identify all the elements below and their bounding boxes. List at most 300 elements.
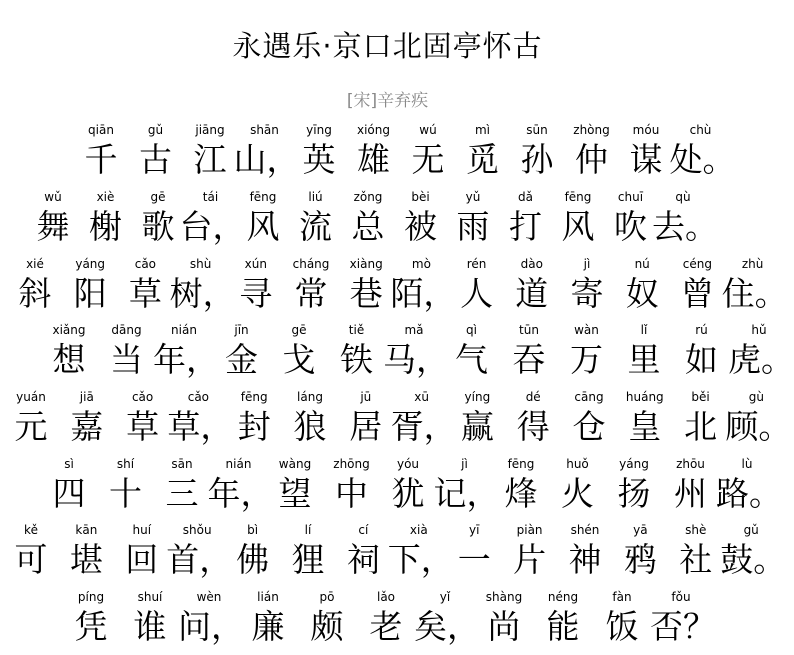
poem-char: [716, 456, 782, 516]
hanzi: 寄: [570, 274, 604, 313]
hanzi: 社: [679, 540, 713, 579]
pinyin: shān: [250, 123, 279, 137]
pinyin: shè: [685, 523, 707, 537]
poem-char: [473, 589, 535, 649]
hanzi: 顾。: [725, 407, 792, 446]
hanzi: 老: [369, 607, 403, 646]
hanzi: 北: [684, 407, 718, 446]
poem-char: [296, 589, 358, 649]
hanzi: 巷: [349, 274, 383, 313]
hanzi: 片: [513, 540, 547, 579]
hanzi: 能: [546, 607, 580, 646]
poem-char: [4, 256, 66, 316]
pinyin: jīn: [234, 323, 249, 337]
poem-char: [613, 322, 675, 382]
pinyin: lǎo: [376, 590, 396, 604]
poem-line: [0, 456, 782, 516]
poem-char: [277, 522, 339, 582]
pinyin: xún: [244, 257, 267, 271]
poem-char: [59, 256, 121, 316]
poem-char: [499, 522, 561, 582]
hanzi: 下，: [387, 540, 454, 579]
pinyin: jū: [360, 390, 372, 404]
pinyin: rú: [695, 323, 708, 337]
pinyin: liú: [308, 190, 323, 204]
pinyin: jiā: [79, 390, 94, 404]
hanzi: 饭: [605, 607, 639, 646]
pinyin: yǐ: [439, 590, 451, 604]
pinyin: nián: [225, 457, 252, 471]
poem-char: [326, 322, 388, 382]
pinyin: piàn: [516, 523, 543, 537]
pinyin: shí: [116, 457, 135, 471]
hanzi: 火: [561, 474, 594, 513]
pinyin: mò: [411, 257, 431, 271]
hanzi: 记，: [433, 474, 500, 513]
hanzi: 斜: [18, 274, 52, 313]
poem-char: [332, 522, 394, 582]
pinyin: nián: [171, 323, 197, 337]
poem-char: [264, 456, 326, 516]
poem-char: [720, 522, 787, 582]
pinyin: běi: [691, 390, 710, 404]
pinyin: cǎo: [134, 257, 157, 271]
poem-char: [446, 256, 508, 316]
pinyin: lián: [257, 590, 279, 604]
poem-char: [343, 122, 405, 182]
pinyin: yīng: [306, 123, 332, 137]
hanzi: 凭: [74, 607, 108, 646]
pinyin: shén: [570, 523, 600, 537]
hanzi: 陌，: [390, 274, 457, 313]
hanzi: 台，: [179, 207, 246, 246]
poem-char: [591, 589, 653, 649]
pinyin: xiè: [96, 190, 115, 204]
pinyin: wèn: [196, 590, 222, 604]
poem-char: [614, 389, 676, 449]
poem-char: [390, 389, 457, 449]
pinyin: yíng: [464, 390, 491, 404]
hanzi: 觅: [466, 140, 499, 179]
hanzi: 可: [14, 540, 48, 579]
poem-char: [112, 389, 174, 449]
pinyin: qì: [466, 323, 477, 337]
hanzi: 烽: [504, 474, 538, 513]
poem-char: [38, 456, 100, 516]
poem-char: [490, 456, 552, 516]
hanzi: 矣，: [414, 607, 480, 646]
poem-char: [397, 122, 459, 182]
hanzi: 如: [685, 340, 718, 379]
poem-char: [669, 122, 736, 182]
pinyin: gē: [150, 190, 166, 204]
hanzi: 元: [14, 407, 48, 446]
pinyin: sì: [64, 457, 74, 471]
hanzi: 寻: [239, 274, 273, 313]
poem-char: [561, 122, 623, 182]
hanzi: 里: [627, 340, 661, 379]
pinyin: dào: [520, 257, 543, 271]
hanzi: 狸: [291, 540, 325, 579]
hanzi: 道: [515, 274, 549, 313]
pinyin: qù: [675, 190, 691, 204]
poem-char: [237, 589, 299, 649]
poem-char: [498, 322, 560, 382]
pinyin: zhòng: [573, 123, 610, 137]
poem-char: [119, 589, 181, 649]
pinyin: mì: [474, 123, 491, 137]
poem-line: [0, 322, 794, 382]
hanzi: 仓: [572, 407, 606, 446]
poem-char: [179, 122, 241, 182]
hanzi: 打: [509, 207, 542, 246]
hanzi: 榭: [89, 207, 122, 246]
poem-char: [443, 522, 505, 582]
pinyin: lǐ: [640, 323, 648, 337]
poem-char: [0, 389, 62, 449]
pinyin: yáng: [75, 257, 106, 271]
poem-char: [652, 189, 718, 249]
pinyin: móu: [632, 123, 660, 137]
hanzi: 风: [561, 207, 595, 246]
hanzi: 处。: [669, 140, 736, 179]
hanzi: 居: [349, 407, 383, 446]
hanzi: 州: [674, 474, 707, 513]
pinyin: chuī: [617, 190, 644, 204]
hanzi: 年，: [207, 474, 274, 513]
pinyin: yǔ: [465, 190, 481, 204]
poem-char: [211, 322, 273, 382]
pinyin: fàn: [612, 590, 632, 604]
hanzi: 无: [411, 140, 445, 179]
hanzi: 封: [237, 407, 271, 446]
hanzi: 舞: [36, 207, 70, 246]
pinyin: nú: [634, 257, 650, 271]
hanzi: 四: [52, 474, 86, 513]
hanzi: 万: [570, 340, 603, 379]
pinyin: yóu: [396, 457, 420, 471]
poem-char: [728, 322, 794, 382]
hanzi: 英: [302, 140, 336, 179]
hanzi: 人: [460, 274, 494, 313]
pinyin: fēng: [249, 190, 277, 204]
poem-char: [233, 122, 300, 182]
pinyin: gǔ: [743, 523, 759, 537]
poem-char: [60, 589, 122, 649]
hanzi: 望: [278, 474, 312, 513]
hanzi: 风: [246, 207, 280, 246]
hanzi: 犹: [391, 474, 425, 513]
poem-char: [38, 322, 100, 382]
hanzi: 嘉: [70, 407, 104, 446]
pinyin: huáng: [625, 390, 664, 404]
poem-char: [321, 456, 383, 516]
poem-char: [446, 389, 508, 449]
poem-char: [609, 522, 671, 582]
hanzi: 山，: [233, 140, 300, 179]
hanzi: 千: [84, 140, 118, 179]
poem-char: [166, 522, 233, 582]
pinyin: xià: [409, 523, 428, 537]
hanzi: 颇: [310, 607, 344, 646]
hanzi: 路。: [716, 474, 782, 513]
pinyin: shǒu: [182, 523, 212, 537]
hanzi: 流: [299, 207, 332, 246]
pinyin: kān: [75, 523, 98, 537]
pinyin: píng: [77, 590, 105, 604]
poem-char: [377, 456, 439, 516]
pinyin: jì: [583, 257, 591, 271]
pinyin: zǒng: [353, 190, 383, 204]
poem-line: [0, 122, 775, 182]
poem-char: [671, 322, 733, 382]
pinyin: yā: [633, 523, 648, 537]
hanzi: 扬: [617, 474, 651, 513]
pinyin: lí: [304, 523, 312, 537]
pinyin: láng: [297, 390, 323, 404]
hanzi: 胥，: [390, 407, 457, 446]
poem-char: [96, 322, 158, 382]
pinyin: dǎ: [518, 190, 533, 204]
pinyin: wàng: [278, 457, 312, 471]
poem-char: [556, 322, 618, 382]
pinyin: kě: [24, 523, 38, 537]
poem-char: [114, 256, 176, 316]
poem-char: [532, 589, 594, 649]
hanzi: 赢: [460, 407, 494, 446]
hanzi: 常: [294, 274, 328, 313]
hanzi: 吞: [512, 340, 546, 379]
poem-char: [280, 256, 342, 316]
poem-char: [125, 122, 187, 182]
hanzi: 得: [516, 407, 550, 446]
pinyin: qiān: [88, 123, 114, 137]
hanzi: 想: [52, 340, 86, 379]
poem-char: [611, 256, 673, 316]
poem-line: [0, 522, 787, 582]
poem-char: [390, 256, 457, 316]
hanzi: 堪: [69, 540, 103, 579]
poem-char: [650, 589, 716, 649]
poem-author: [宋]辛弃疾: [346, 91, 429, 111]
pinyin: zhōu: [676, 457, 705, 471]
pinyin: xiǎng: [52, 323, 86, 337]
pinyin: sān: [171, 457, 193, 471]
poem-char: [558, 389, 620, 449]
poem-char: [387, 522, 454, 582]
hanzi: 金: [225, 340, 258, 379]
poem-char: [452, 122, 514, 182]
pinyin: fēng: [564, 190, 592, 204]
pinyin: xié: [26, 257, 44, 271]
hanzi: 神: [568, 540, 602, 579]
pinyin: tái: [202, 190, 219, 204]
pinyin: jì: [461, 457, 468, 471]
poem-char: [288, 122, 350, 182]
poem-char: [615, 122, 677, 182]
hanzi: 吹: [614, 207, 647, 246]
poem-char: [660, 456, 722, 516]
hanzi: 十: [109, 474, 142, 513]
hanzi: 雄: [357, 140, 390, 179]
hanzi: 曾: [680, 274, 714, 313]
hanzi: 谁: [133, 607, 167, 646]
poem-char: [335, 389, 397, 449]
hanzi: 鸦: [623, 540, 657, 579]
hanzi: 鼓。: [720, 540, 787, 579]
pinyin: cāng: [574, 390, 604, 404]
pinyin: shuí: [137, 590, 163, 604]
hanzi: 回: [125, 540, 159, 579]
poem-char: [501, 256, 563, 316]
poem-char: [169, 256, 236, 316]
poem-char: [111, 522, 173, 582]
poem-char: [153, 322, 219, 382]
pinyin: cǎo: [187, 390, 210, 404]
poem-char: [383, 322, 449, 382]
poem-char: [721, 256, 788, 316]
poem-char: [441, 322, 503, 382]
pinyin: xióng: [357, 123, 390, 137]
hanzi: 皇: [628, 407, 662, 446]
hanzi: 住。: [721, 274, 788, 313]
pinyin: bèi: [411, 190, 430, 204]
pinyin: néng: [547, 590, 579, 604]
poem-char: [355, 589, 417, 649]
hanzi: 江: [193, 140, 227, 179]
hanzi: 草: [126, 407, 160, 446]
hanzi: 歌: [141, 207, 175, 246]
pinyin: lù: [741, 457, 753, 471]
poem-char: [223, 389, 285, 449]
pinyin: pō: [319, 590, 335, 604]
hanzi: 奴: [625, 274, 659, 313]
hanzi: 气: [455, 340, 488, 379]
poem-char: [55, 522, 117, 582]
poem-line: [0, 389, 792, 449]
poem-char: [665, 522, 727, 582]
hanzi: 当: [110, 340, 143, 379]
pinyin: cháng: [292, 257, 330, 271]
pinyin: gù: [748, 390, 764, 404]
pinyin: huí: [132, 523, 152, 537]
pinyin: rén: [466, 257, 487, 271]
hanzi: 一: [457, 540, 491, 579]
hanzi: 去。: [652, 207, 718, 246]
pinyin: jiāng: [195, 123, 225, 137]
pinyin: yī: [468, 523, 480, 537]
pinyin: gē: [291, 323, 307, 337]
poem-char: [178, 589, 244, 649]
pinyin: mǎ: [404, 323, 424, 337]
hanzi: 雨: [456, 207, 490, 246]
hanzi: 否？: [650, 607, 716, 646]
hanzi: 树，: [169, 274, 236, 313]
pinyin: gǔ: [147, 123, 164, 137]
pinyin: bì: [247, 523, 259, 537]
poem-char: [279, 389, 341, 449]
poem-char: [151, 456, 213, 516]
poem-title: 永遇乐·京口北固亭怀古: [232, 29, 543, 63]
hanzi: 三: [165, 474, 199, 513]
pinyin: cí: [358, 523, 369, 537]
pinyin: dāng: [111, 323, 142, 337]
pinyin: fǒu: [671, 590, 691, 604]
pinyin: wǔ: [44, 190, 62, 204]
pinyin: céng: [682, 257, 712, 271]
pinyin: huǒ: [566, 457, 589, 471]
hanzi: 尚: [487, 607, 521, 646]
poem-char: [725, 389, 792, 449]
poem-char: [167, 389, 234, 449]
poem-char: [556, 256, 618, 316]
poem-char: [670, 389, 732, 449]
poem-char: [547, 456, 609, 516]
hanzi: 马，: [383, 340, 449, 379]
hanzi: 狼: [293, 407, 327, 446]
hanzi: 草: [128, 274, 162, 313]
hanzi: 中: [335, 474, 368, 513]
hanzi: 古: [139, 140, 172, 179]
pinyin: zhōng: [333, 457, 370, 471]
poem-char: [603, 456, 665, 516]
pinyin: tūn: [519, 323, 539, 337]
hanzi: 被: [404, 207, 437, 246]
poem-line: [0, 256, 788, 316]
poem-char: [506, 122, 568, 182]
hanzi: 孙: [520, 140, 554, 179]
poem-line: [0, 589, 775, 649]
hanzi: 佛: [236, 540, 270, 579]
pinyin: wú: [419, 123, 437, 137]
pinyin: xū: [414, 390, 429, 404]
poem-char: [95, 456, 157, 516]
poem-char: [0, 522, 62, 582]
hanzi: 阳: [73, 274, 107, 313]
poem-char: [335, 256, 397, 316]
hanzi: 年，: [153, 340, 219, 379]
poem-char: [70, 122, 132, 182]
hanzi: 祠: [346, 540, 380, 579]
pinyin: hǔ: [751, 323, 767, 337]
pinyin: yuán: [16, 390, 46, 404]
pinyin: dé: [525, 390, 541, 404]
hanzi: 问，: [178, 607, 244, 646]
poem-char: [554, 522, 616, 582]
hanzi: 虎。: [728, 340, 794, 379]
pinyin: sūn: [526, 123, 548, 137]
hanzi: 铁: [340, 340, 373, 379]
pinyin: chù: [689, 123, 712, 137]
poem-char: [268, 322, 330, 382]
pinyin: cǎo: [131, 390, 154, 404]
poem-char: [56, 389, 118, 449]
pinyin: yáng: [619, 457, 649, 471]
pinyin: zhù: [741, 257, 764, 271]
pinyin: tiě: [348, 323, 365, 337]
poem-line: [0, 189, 775, 249]
poem-char: [414, 589, 480, 649]
hanzi: 谋: [629, 140, 663, 179]
hanzi: 总: [351, 207, 385, 246]
pinyin: fēng: [507, 457, 535, 471]
poem-char: [502, 389, 564, 449]
hanzi: 草，: [167, 407, 234, 446]
pinyin: wàn: [574, 323, 599, 337]
poem-char: [666, 256, 728, 316]
hanzi: 戈: [282, 340, 316, 379]
poem-char: [225, 256, 287, 316]
